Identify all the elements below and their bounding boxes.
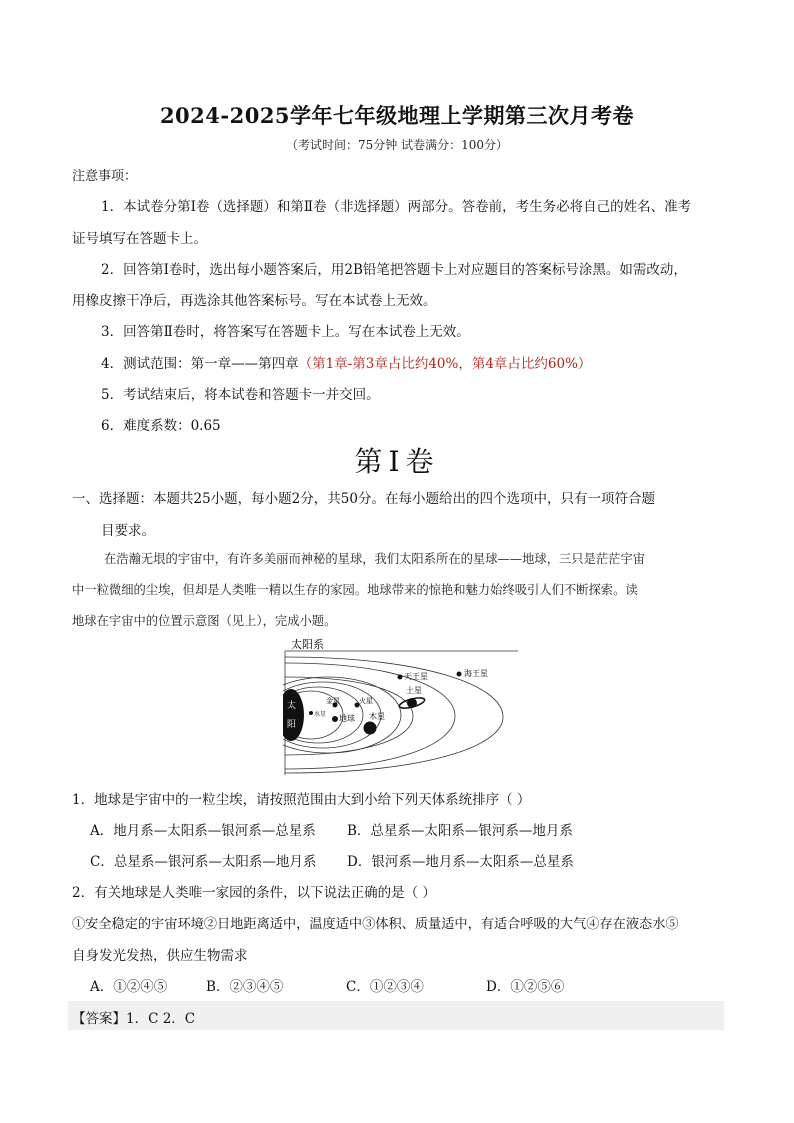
notice-1b: 证号填写在答题卡上。 [72,231,207,247]
sun-label-1: 太 [287,701,297,711]
jupiter-dot [364,722,377,735]
notice-2a: 2．回答第Ⅰ卷时，选出每小题答案后，用2B铅笔把答题卡上对应题目的答案标号涂黑。如需改动， [101,262,687,278]
jupiter-label: 木星 [369,712,385,721]
notice-4-prefix: 4．测试范围：第一章——第四章 [101,356,299,372]
system-label: 太阳系 [291,638,324,651]
neptune-dot [457,672,462,677]
solar-system-diagram [283,635,518,777]
answer-text: 【答案】1．C 2．C [72,1011,196,1027]
earth-dot [332,716,338,722]
q1-option-b: B．总星系—太阳系—银河系—地月系 [347,823,573,839]
passage-line3: 地球在宇宙中的位置示意图（见上），完成小题。 [72,614,337,628]
exam-title: 2024-2025学年七年级地理上学期第三次月考卷 [159,103,635,128]
q2-option-a: A．①②④⑤ [90,979,168,995]
saturn-label: 土星 [406,686,422,695]
q1-option-d: D．银河系—地月系—太阳系—总星系 [347,854,574,870]
q2-conditions-line1: ①安全稳定的宇宙环境②日地距离适中，温度适中③体积、质量适中，有适合呼吸的大气④存在液态水⑤ [72,917,679,932]
passage-line2: 中一粒微细的尘埃，但却是人类唯一精以生存的家园。地球带来的惊艳和魅力始终吸引人们不断探索。读 [72,583,638,597]
notice-4-scope: （第1章-第3章占比约40%，第4章占比约60%） [298,356,592,372]
q1-option-a: A．地月系—太阳系—银河系—总星系 [90,823,316,839]
q2-option-b: B．②③④⑤ [206,979,284,995]
volume-title: 第Ⅰ卷 [354,445,440,478]
answer-box [68,1001,724,1030]
mercury-label: 水星 [314,711,327,718]
earth-label: 地球 [339,714,355,723]
venus-label: 金星 [326,697,340,705]
sun-shape [283,689,304,741]
uranus-dot [398,675,403,680]
q2-stem: 2．有关地球是人类唯一家园的条件，以下说法正确的是（ ） [72,885,436,901]
section-heading-line2: 目要求。 [101,523,155,539]
notice-4 [101,352,591,372]
q2-conditions-line2: 自身发光发热，供应生物需求 [72,948,248,964]
passage-line1: 在浩瀚无垠的宇宙中，有许多美丽而神秘的星球，我们太阳系所在的星球——地球，三只是茫茫宇宙 [104,552,646,566]
mercury-dot [309,711,313,715]
exam-subtitle: （考试时间：75分钟 试卷满分：100分） [286,138,508,152]
notice-1a: 1．本试卷分第Ⅰ卷（选择题）和第Ⅱ卷（非选择题）两部分。答卷前，考生务必将自己的姓名、准考 [101,199,692,215]
section-heading-line1: 一、选择题：本题共25小题，每小题2分，共50分。在每小题给出的四个选项中，只有一项符合题 [72,491,655,507]
notice-3: 3．回答第Ⅱ卷时，将答案写在答题卡上。写在本试卷上无效。 [101,324,470,340]
q2-option-d: D．①②⑤⑥ [486,979,565,995]
uranus-label: 天王星 [404,672,428,681]
saturn-dot [407,698,417,708]
sun-label-2: 阳 [287,720,297,730]
notice-5: 5．考试结束后，将本试卷和答题卡一并交回。 [101,387,380,403]
mars-label: 火星 [359,697,373,705]
q2-option-c: C．①②③④ [346,979,424,995]
neptune-label: 海王星 [464,669,488,678]
q1-stem: 1．地球是宇宙中的一粒尘埃，请按照范围由大到小给下列天体系统排序（ ） [72,792,531,808]
q1-option-c: C．总星系—银河系—太阳系—地月系 [90,854,317,870]
notice-heading: 注意事项： [72,169,138,184]
notice-6: 6．难度系数：0.65 [101,418,221,434]
notice-2b: 用橡皮擦干净后，再选涂其他答案标号。写在本试卷上无效。 [72,293,437,309]
